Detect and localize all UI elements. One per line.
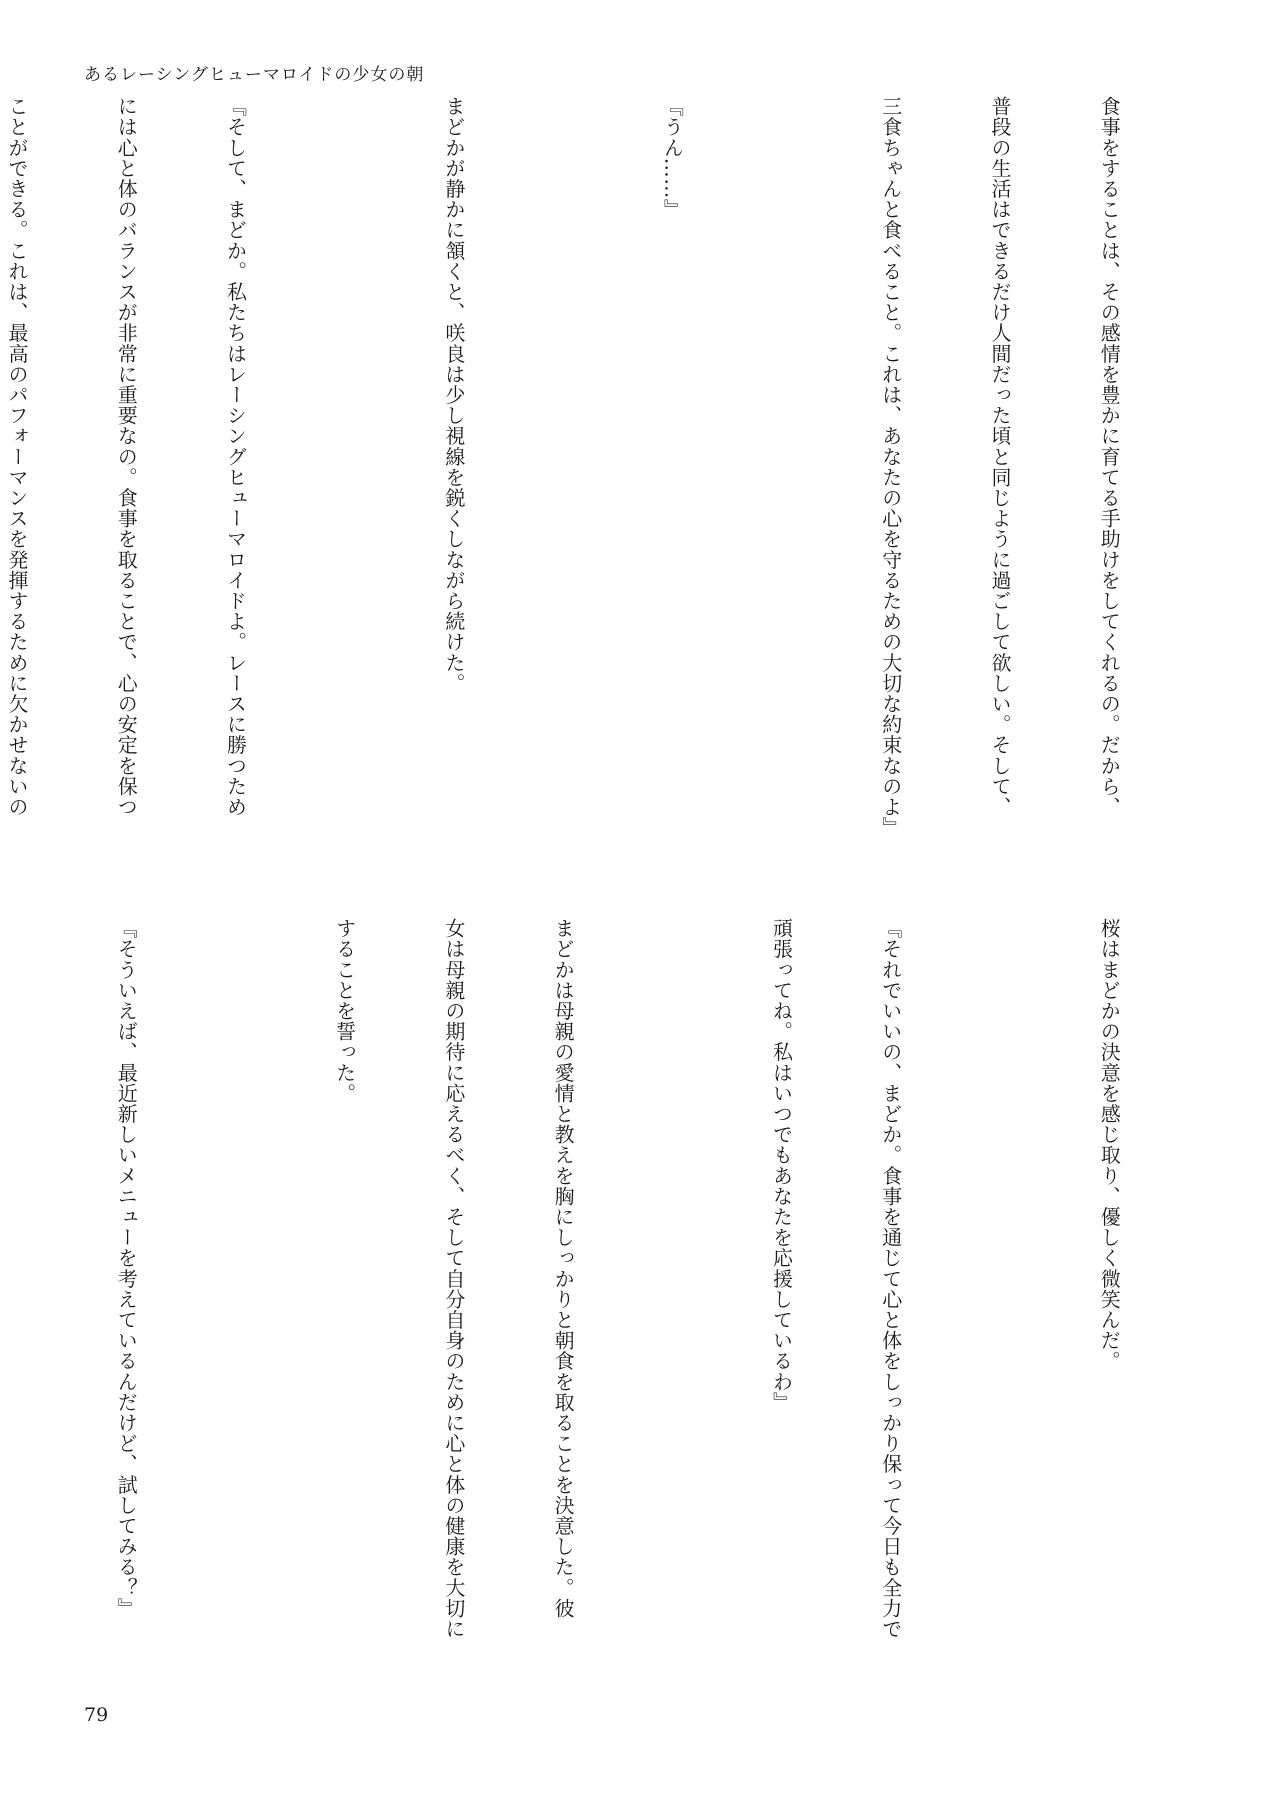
blank-line — [763, 96, 799, 836]
text-line: 頑張ってね。私はいつでもあなたを応援しているわ』 — [769, 918, 794, 1413]
text-line: することを誓った。 — [332, 918, 357, 1104]
blank-line — [545, 96, 581, 836]
text-line: ことができる。これは、最高のパフォーマンスを発揮するために欠かせないの — [5, 96, 29, 817]
lower-text-block — [0, 918, 1200, 1658]
running-header: あるレーシングヒューマロイドの少女の朝 — [84, 65, 425, 85]
text-line: 女は母親の期待に応えるべく、そして自分自身のために心と体の健康を大切に — [441, 918, 466, 1639]
blank-line — [217, 918, 253, 1658]
blank-line — [982, 918, 1018, 1658]
page-number: 79 — [84, 1704, 109, 1726]
blank-line — [654, 918, 690, 1658]
text-line: 『それでいいの、まどか。食事を通じて心と体をしっかり保って今日も全力で — [878, 918, 903, 1639]
text-line: 桜はまどかの決意を感じ取り、優しく微笑んだ。 — [1097, 918, 1122, 1372]
text-line: 三食ちゃんと食べること。これは、あなたの心を守るための大切な約束なのよ』 — [878, 96, 903, 838]
text-line: まどかは母親の愛情と教えを胸にしっかりと朝食を取ることを決意した。彼 — [551, 918, 576, 1619]
text-line: 『うん……』 — [660, 96, 685, 220]
text-line: 普段の生活はできるだけ人間だった頃と同じように過ごして欲しい。そして、 — [987, 96, 1012, 817]
text-line: 『そして、まどか。私たちはレーシングヒューマロイドよ。レースに勝つため — [223, 96, 248, 817]
text-line: 『そういえば、最近新しいメニューを考えているんだけど、試してみる？』 — [114, 918, 139, 1619]
blank-line — [326, 96, 362, 836]
upper-text-block — [0, 96, 1200, 836]
text-line: には心と体のバランスが非常に重要なの。食事を取ることで、心の安定を保つ — [114, 96, 139, 817]
blank-line — [0, 918, 35, 1658]
text-line: 食事をすることは、その感情を豊かに育てる手助けをしてくれるの。だから、 — [1097, 96, 1122, 817]
text-line: まどかが静かに頷くと、咲良は少し視線を鋭くしながら続けた。 — [441, 96, 466, 694]
